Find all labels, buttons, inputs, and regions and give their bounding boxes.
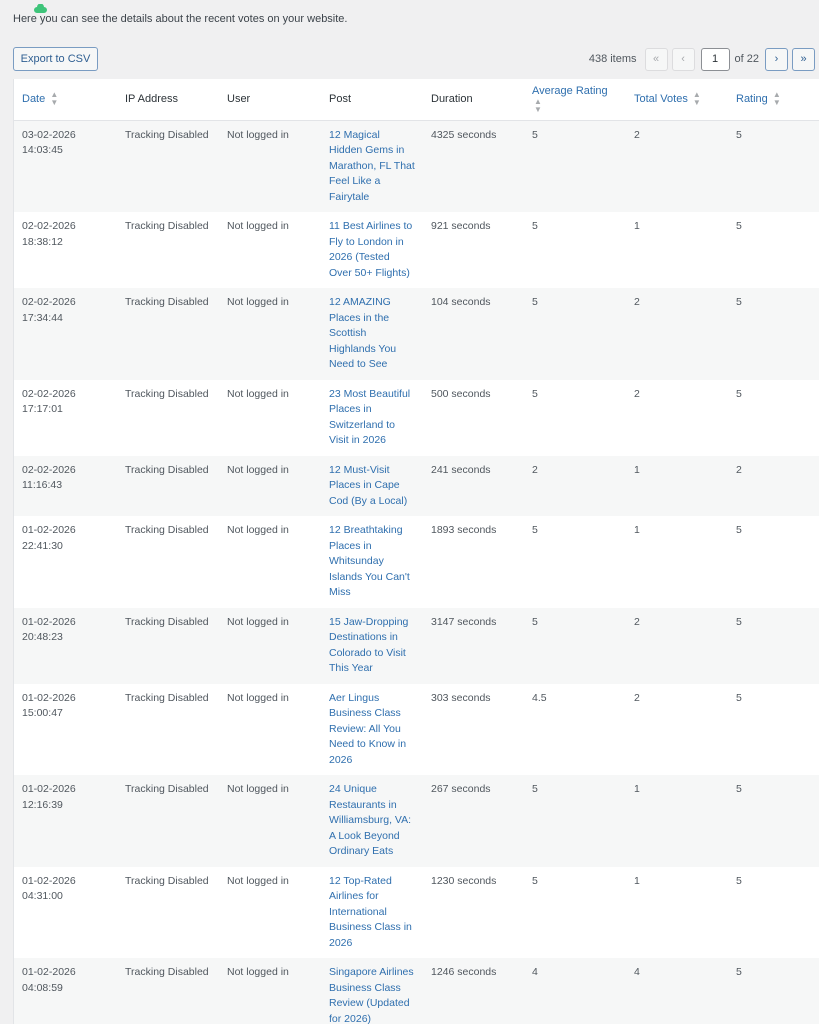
ip-cell: Tracking Disabled (117, 516, 219, 608)
total-votes-cell: 2 (626, 608, 728, 684)
rating-cell: 5 (728, 380, 819, 456)
sort-icon: ▲ ▼ (534, 97, 542, 115)
post-cell (321, 958, 423, 1024)
prev-page-button[interactable]: ‹ (672, 48, 695, 71)
duration-cell: 3147 seconds (423, 608, 524, 684)
total-votes-cell: 2 (626, 120, 728, 212)
rating-cell: 5 (728, 958, 819, 1024)
duration-cell: 1246 seconds (423, 958, 524, 1024)
rating-cell: 5 (728, 684, 819, 776)
post-cell (321, 516, 423, 608)
sort-icon: ▲ ▼ (692, 90, 701, 108)
total-votes-cell: 1 (626, 516, 728, 608)
total-votes-cell: 2 (626, 684, 728, 776)
user-cell: Not logged in (219, 775, 321, 867)
date-cell: 02-02-2026 17:17:01 (14, 380, 117, 456)
items-count: 438 items (588, 53, 637, 65)
date-cell: 02-02-2026 11:16:43 (14, 456, 117, 517)
rating-cell: 5 (728, 516, 819, 608)
avg-rating-cell: 5 (524, 288, 626, 380)
last-page-button[interactable]: » (792, 48, 815, 71)
pagination (589, 47, 819, 71)
table-row (14, 958, 819, 1024)
column-header-ip: IP Address (117, 79, 219, 120)
table-row (14, 288, 819, 380)
first-page-button[interactable]: « (645, 48, 668, 71)
table-row (14, 516, 819, 608)
duration-cell: 500 seconds (423, 380, 524, 456)
post-cell (321, 867, 423, 959)
avg-rating-cell: 2 (524, 456, 626, 517)
user-cell: Not logged in (219, 288, 321, 380)
column-label: Date (22, 93, 46, 106)
date-cell: 01-02-2026 15:00:47 (14, 684, 117, 776)
duration-cell: 303 seconds (423, 684, 524, 776)
rating-cell: 5 (728, 212, 819, 288)
rating-cell: 5 (728, 775, 819, 867)
duration-cell: 241 seconds (423, 456, 524, 517)
duration-cell: 4325 seconds (423, 120, 524, 212)
avg-rating-cell: 5 (524, 775, 626, 867)
table-row (14, 120, 819, 212)
ip-cell: Tracking Disabled (117, 212, 219, 288)
post-link[interactable]: 15 Jaw-Dropping Destinations in Colorado to Visit This Year (329, 615, 409, 674)
user-cell: Not logged in (219, 958, 321, 1024)
sort-icon: ▲ ▼ (772, 90, 781, 108)
post-link[interactable]: 12 Magical Hidden Gems in Marathon, FL That Feel Like a Fairytale (329, 128, 415, 203)
ip-cell: Tracking Disabled (117, 120, 219, 212)
column-header-rating[interactable] (728, 79, 819, 120)
ip-cell: Tracking Disabled (117, 958, 219, 1024)
column-label: Rating (736, 93, 768, 106)
table-row (14, 608, 819, 684)
post-link[interactable]: 12 Must-Visit Places in Cape Cod (By a Local) (329, 463, 408, 507)
table-row (14, 684, 819, 776)
column-header-date[interactable] (14, 79, 117, 120)
duration-cell: 104 seconds (423, 288, 524, 380)
post-link[interactable]: 11 Best Airlines to Fly to London in 2026 (Tested Over 50+ Flights) (329, 220, 413, 279)
votes-table-container (13, 79, 819, 1024)
avg-rating-cell: 5 (524, 516, 626, 608)
post-cell (321, 456, 423, 517)
post-link[interactable]: 12 AMAZING Places in the Scottish Highlands You Need to See (329, 296, 397, 370)
ip-cell: Tracking Disabled (117, 288, 219, 380)
user-cell: Not logged in (219, 684, 321, 776)
duration-cell: 1230 seconds (423, 867, 524, 959)
table-row (14, 380, 819, 456)
post-cell (321, 684, 423, 776)
avg-rating-cell: 5 (524, 212, 626, 288)
table-row (14, 867, 819, 959)
total-votes-cell: 1 (626, 212, 728, 288)
user-cell: Not logged in (219, 608, 321, 684)
post-link[interactable]: 23 Most Beautiful Places in Switzerland to Visit in 2026 (329, 387, 411, 446)
avg-rating-cell: 5 (524, 608, 626, 684)
duration-cell: 1893 seconds (423, 516, 524, 608)
ip-cell: Tracking Disabled (117, 456, 219, 517)
post-cell (321, 380, 423, 456)
ip-cell: Tracking Disabled (117, 775, 219, 867)
ip-cell: Tracking Disabled (117, 867, 219, 959)
date-cell: 02-02-2026 17:34:44 (14, 288, 117, 380)
intro-text: Here you can see the details about the recent votes on your website. (13, 13, 348, 25)
user-cell: Not logged in (219, 380, 321, 456)
cloud-icon (34, 4, 47, 13)
sort-icon: ▲ ▼ (50, 90, 59, 108)
date-cell: 01-02-2026 20:48:23 (14, 608, 117, 684)
post-link[interactable]: 12 Breathtaking Places in Whitsunday Islands You Can't Miss (329, 524, 410, 598)
post-cell (321, 212, 423, 288)
post-cell (321, 775, 423, 867)
user-cell: Not logged in (219, 212, 321, 288)
post-cell (321, 608, 423, 684)
post-link[interactable]: 24 Unique Restaurants in Williamsburg, VA: A Look Beyond Ordinary Eats (329, 783, 412, 857)
ip-cell: Tracking Disabled (117, 380, 219, 456)
export-csv-button[interactable]: Export to CSV (13, 47, 98, 71)
total-votes-cell: 2 (626, 380, 728, 456)
current-page-input[interactable] (701, 48, 730, 71)
post-link[interactable]: Singapore Airlines Business Class Review (Updated for 2026) (329, 966, 414, 1024)
column-header-user: User (219, 79, 321, 120)
user-cell: Not logged in (219, 456, 321, 517)
date-cell: 03-02-2026 14:03:45 (14, 120, 117, 212)
user-cell: Not logged in (219, 120, 321, 212)
column-header-total-votes[interactable] (626, 79, 728, 120)
total-votes-cell: 4 (626, 958, 728, 1024)
column-header-duration: Duration (423, 79, 524, 120)
total-votes-cell: 1 (626, 775, 728, 867)
rating-cell: 5 (728, 608, 819, 684)
column-label: Total Votes (634, 93, 688, 106)
ip-cell: Tracking Disabled (117, 608, 219, 684)
date-cell: 01-02-2026 12:16:39 (14, 775, 117, 867)
date-cell: 01-02-2026 22:41:30 (14, 516, 117, 608)
column-header-average-rating[interactable] (524, 79, 626, 120)
duration-cell: 921 seconds (423, 212, 524, 288)
table-row (14, 212, 819, 288)
table-header-row (14, 79, 819, 120)
user-cell: Not logged in (219, 867, 321, 959)
date-cell: 02-02-2026 18:38:12 (14, 212, 117, 288)
rating-cell: 5 (728, 288, 819, 380)
rating-cell: 5 (728, 120, 819, 212)
avg-rating-cell: 5 (524, 120, 626, 212)
post-cell (321, 120, 423, 212)
rating-cell: 2 (728, 456, 819, 517)
total-votes-cell: 1 (626, 867, 728, 959)
ip-cell: Tracking Disabled (117, 684, 219, 776)
avg-rating-cell: 5 (524, 867, 626, 959)
next-page-button[interactable]: › (765, 48, 788, 71)
table-row (14, 456, 819, 517)
date-cell: 01-02-2026 04:31:00 (14, 867, 117, 959)
column-label: Average Rating (532, 85, 608, 98)
votes-table (14, 79, 819, 1024)
date-cell: 01-02-2026 04:08:59 (14, 958, 117, 1024)
avg-rating-cell: 4.5 (524, 684, 626, 776)
duration-cell: 267 seconds (423, 775, 524, 867)
column-header-post: Post (321, 79, 423, 120)
table-row (14, 775, 819, 867)
post-cell (321, 288, 423, 380)
avg-rating-cell: 4 (524, 958, 626, 1024)
rating-cell: 5 (728, 867, 819, 959)
total-votes-cell: 1 (626, 456, 728, 517)
post-link[interactable]: Aer Lingus Business Class Review: All You Need to Know in 2026 (329, 691, 407, 766)
user-cell: Not logged in (219, 516, 321, 608)
post-link[interactable]: 12 Top-Rated Airlines for International Business Class in 2026 (329, 874, 412, 949)
total-pages: of 22 (734, 53, 759, 65)
avg-rating-cell: 5 (524, 380, 626, 456)
total-votes-cell: 2 (626, 288, 728, 380)
